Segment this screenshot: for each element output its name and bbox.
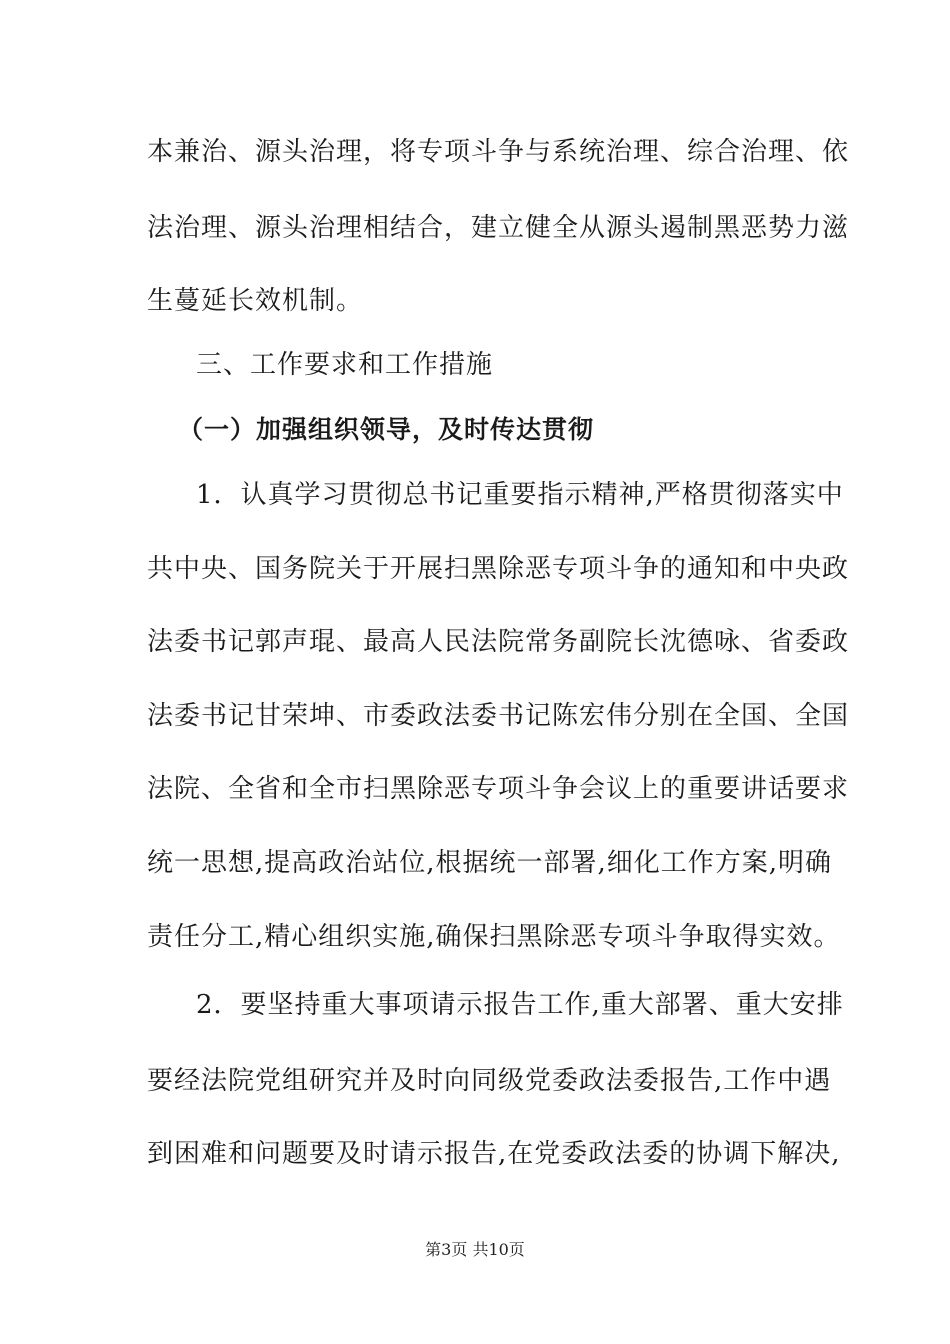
paragraph-line: 本兼治、源头治理，将专项斗争与系统治理、综合治理、依 (147, 137, 850, 167)
paragraph-line: 统一思想,提高政治站位,根据统一部署,细化工作方案,明确 (147, 848, 833, 878)
section-heading: 三、工作要求和工作措施 (196, 350, 494, 380)
paragraph-line: 法院、全省和全市扫黑除恶专项斗争会议上的重要讲话要求 (147, 774, 850, 804)
page-footer: 第3页 共10页 (425, 1240, 525, 1259)
paragraph-line: 法委书记郭声琨、最高人民法院常务副院长沈德咏、省委政 (147, 627, 850, 657)
paragraph-line: 共中央、国务院关于开展扫黑除恶专项斗争的通知和中央政 (147, 554, 850, 584)
paragraph-line: 要经法院党组研究并及时向同级党委政法委报告,工作中遇 (147, 1066, 832, 1096)
paragraph-line: 到困难和问题要及时请示报告,在党委政法委的协调下解决, (147, 1139, 841, 1169)
item-1-first-line: 1．认真学习贯彻总书记重要指示精神,严格贯彻落实中 (196, 480, 844, 510)
paragraph-line: 生蔓延长效机制。 (147, 286, 364, 316)
paragraph-line: 法治理、源头治理相结合，建立健全从源头遏制黑恶势力滋 (147, 213, 850, 243)
subsection-heading: （一）加强组织领导，及时传达贯彻 (178, 415, 595, 444)
paragraph-line: 法委书记甘荣坤、市委政法委书记陈宏伟分别在全国、全国 (147, 701, 850, 731)
item-2-first-line: 2．要坚持重大事项请示报告工作,重大部署、重大安排 (196, 990, 844, 1020)
paragraph-line: 责任分工,精心组织实施,确保扫黑除恶专项斗争取得实效。 (147, 922, 841, 952)
